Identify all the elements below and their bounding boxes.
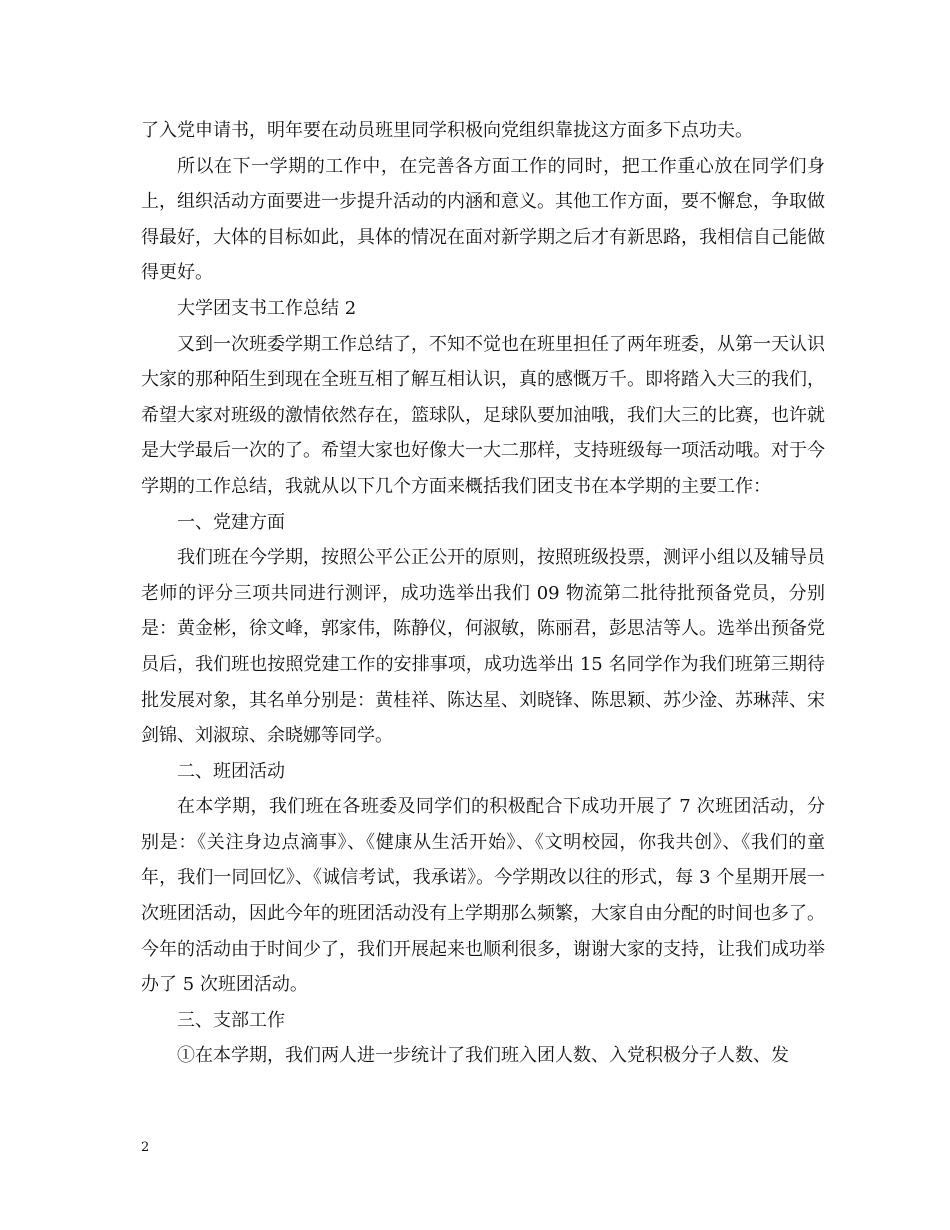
heading-class-activities: 二、班团活动 — [177, 760, 285, 782]
paragraph-next-term-plan: 所以在下一学期的工作中，在完善各方面工作的同时，把工作重心放在同学们身上，组织活动方面要进一步提升活动的内涵和意义。其他工作方面，要不懈怠，争取做得最好，大体的目标如此，具体的情况在面对新学期之后才有新思路，我相信自己能做得更好。 — [141, 155, 825, 284]
heading-branch-work: 三、支部工作 — [177, 1009, 285, 1031]
document-body — [141, 113, 825, 1074]
paragraph-branch-work: ①在本学期，我们两人进一步统计了我们班入团人数、入党积极分子人数、发 — [177, 1045, 789, 1067]
paragraph-class-activities: 在本学期，我们班在各班委及同学们的积极配合下成功开展了 7 次班团活动，分别是：《关注身边点滴事》、《健康从生活开始》、《文明校园，你我共创》、《我们的童年，我们一同回忆》、《诚信考试，我承诺》。今学期改以往的形式，每 3 个星期开展一次班团活动，因此今年的班团活动没有上学期那么频繁，大家自由分配的时间也多了。今年的活动由于时间少了，我们开展起来也顺利很多，谢谢大家的支持，让我们成功举办了 5 次班团活动。 — [141, 796, 825, 996]
paragraph-continuation: 了入党申请书，明年要在动员班里同学积极向党组织靠拢这方面多下点功夫。 — [141, 120, 753, 141]
paragraph-introduction: 又到一次班委学期工作总结了，不知不觉也在班里担任了两年班委，从第一天认识大家的那种陌生到现在全班互相了解互相认识，真的感慨万千。即将踏入大三的我们，希望大家对班级的激情依然存在，篮球队，足球队要加油哦，我们大三的比赛，也许就是大学最后一次的了。希望大家也好像大一大二那样，支持班级每一项活动哦。对于今学期的工作总结，我就从以下几个方面来概括我们团支书在本学期的主要工作： — [141, 333, 825, 497]
page-number: 2 — [141, 1140, 150, 1155]
heading-party-building: 一、党建方面 — [177, 511, 285, 533]
section-title: 大学团支书工作总结 2 — [177, 297, 357, 319]
paragraph-party-building: 我们班在今学期，按照公平公正公开的原则，按照班级投票，测评小组以及辅导员老师的评分三项共同进行测评，成功选举出我们 09 物流第二批待批预备党员，分别是：黄金彬，徐文峰，郭家伟，陈静仪，何淑敏，陈丽君，彭思洁等人。选举出预备党员后，我们班也按照党建工作的安排事项，成功选举出 15 名同学作为我们班第三期待批发展对象，其名单分别是：黄桂祥、陈达星、刘晓锋、陈思颖、苏少淦、苏琳萍、宋剑锦、刘淑琼、余晓娜等同学。 — [141, 547, 825, 747]
